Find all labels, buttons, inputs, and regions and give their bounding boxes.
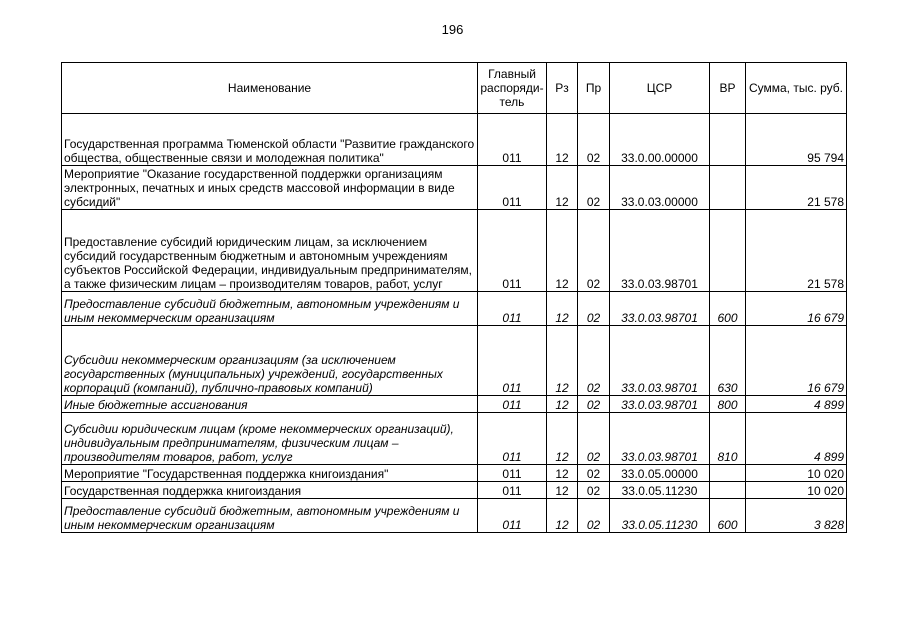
- table-row: [62, 166, 847, 210]
- row-name: Иные бюджетные ассигнования: [62, 396, 478, 413]
- row-section: 12: [547, 465, 578, 482]
- row-expense-type: [710, 482, 746, 499]
- row-target-article: 33.0.03.98701: [610, 396, 710, 413]
- col-header-chief-manager: Главный распоряди-тель: [478, 63, 547, 114]
- row-target-article: 33.0.05.00000: [610, 465, 710, 482]
- row-expense-type: [710, 114, 746, 166]
- row-amount: 3 828: [746, 499, 847, 533]
- row-subsection: 02: [578, 210, 610, 292]
- row-target-article: 33.0.03.00000: [610, 166, 710, 210]
- row-chief-manager: 011: [478, 413, 547, 465]
- table-row: [62, 326, 847, 396]
- row-target-article: 33.0.05.11230: [610, 499, 710, 533]
- row-subsection: 02: [578, 482, 610, 499]
- row-name: Мероприятие "Государственная поддержка книгоиздания": [62, 465, 478, 482]
- row-amount: 21 578: [746, 210, 847, 292]
- row-target-article: 33.0.03.98701: [610, 326, 710, 396]
- row-expense-type: 600: [710, 292, 746, 326]
- table-row: [62, 396, 847, 413]
- row-section: 12: [547, 396, 578, 413]
- row-target-article: 33.0.00.00000: [610, 114, 710, 166]
- row-subsection: 02: [578, 326, 610, 396]
- row-expense-type: 800: [710, 396, 746, 413]
- row-amount: 4 899: [746, 396, 847, 413]
- row-subsection: 02: [578, 499, 610, 533]
- row-amount: 10 020: [746, 465, 847, 482]
- row-section: 12: [547, 326, 578, 396]
- row-section: 12: [547, 292, 578, 326]
- row-name: Государственная программа Тюменской области "Развитие гражданского общества, общественные связи и молодежная политика": [62, 114, 478, 166]
- row-subsection: 02: [578, 114, 610, 166]
- row-name: Субсидии юридическим лицам (кроме некоммерческих организаций), индивидуальным предпринимателям, физическим лицам – производителям товаров, работ, услуг: [62, 413, 478, 465]
- row-subsection: 02: [578, 465, 610, 482]
- table-row: [62, 114, 847, 166]
- row-subsection: 02: [578, 413, 610, 465]
- row-section: 12: [547, 413, 578, 465]
- table-row: [62, 465, 847, 482]
- row-chief-manager: 011: [478, 482, 547, 499]
- header-row: [62, 63, 847, 114]
- row-amount: 10 020: [746, 482, 847, 499]
- row-name: Предоставление субсидий бюджетным, автономным учреждениям и иным некоммерческим организациям: [62, 499, 478, 533]
- row-chief-manager: 011: [478, 326, 547, 396]
- row-name: Государственная поддержка книгоиздания: [62, 482, 478, 499]
- row-target-article: 33.0.03.98701: [610, 210, 710, 292]
- row-name: Субсидии некоммерческим организациям (за исключением государственных (муниципальных) учреждений, государственных корпораций (компаний), публично-правовых компаний): [62, 326, 478, 396]
- row-expense-type: [710, 465, 746, 482]
- row-subsection: 02: [578, 292, 610, 326]
- col-header-name: Наименование: [62, 63, 478, 114]
- row-amount: 95 794: [746, 114, 847, 166]
- row-name: Предоставление субсидий бюджетным, автономным учреждениям и иным некоммерческим организациям: [62, 292, 478, 326]
- row-amount: 16 679: [746, 292, 847, 326]
- row-subsection: 02: [578, 396, 610, 413]
- row-name: Предоставление субсидий юридическим лицам, за исключением субсидий государственным бюджетным и автономным учреждениям субъектов Российской Федерации, индивидуальным предпринимателям, а также физическим лицам – производителям товаров, работ, услуг: [62, 210, 478, 292]
- row-chief-manager: 011: [478, 292, 547, 326]
- row-section: 12: [547, 114, 578, 166]
- col-header-section: Рз: [547, 63, 578, 114]
- row-target-article: 33.0.05.11230: [610, 482, 710, 499]
- col-header-target-article: ЦСР: [610, 63, 710, 114]
- row-section: 12: [547, 210, 578, 292]
- row-target-article: 33.0.03.98701: [610, 413, 710, 465]
- row-chief-manager: 011: [478, 499, 547, 533]
- row-amount: 16 679: [746, 326, 847, 396]
- table-row: [62, 499, 847, 533]
- table-row: [62, 413, 847, 465]
- row-subsection: 02: [578, 166, 610, 210]
- row-expense-type: [710, 166, 746, 210]
- row-chief-manager: 011: [478, 210, 547, 292]
- row-expense-type: 600: [710, 499, 746, 533]
- row-section: 12: [547, 166, 578, 210]
- row-amount: 4 899: [746, 413, 847, 465]
- row-expense-type: 810: [710, 413, 746, 465]
- row-name: Мероприятие "Оказание государственной поддержки организациям электронных, печатных и иных средств массовой информации в виде субсидий": [62, 166, 478, 210]
- row-chief-manager: 011: [478, 166, 547, 210]
- row-chief-manager: 011: [478, 465, 547, 482]
- row-expense-type: 630: [710, 326, 746, 396]
- table-row: [62, 482, 847, 499]
- row-section: 12: [547, 499, 578, 533]
- row-chief-manager: 011: [478, 396, 547, 413]
- table-row: [62, 210, 847, 292]
- row-expense-type: [710, 210, 746, 292]
- row-target-article: 33.0.03.98701: [610, 292, 710, 326]
- col-header-subsection: Пр: [578, 63, 610, 114]
- page-number: 196: [441, 22, 464, 37]
- row-section: 12: [547, 482, 578, 499]
- table-row: [62, 292, 847, 326]
- row-amount: 21 578: [746, 166, 847, 210]
- col-header-expense-type: ВР: [710, 63, 746, 114]
- row-chief-manager: 011: [478, 114, 547, 166]
- budget-table: [61, 62, 847, 533]
- col-header-amount: Сумма, тыс. руб.: [746, 63, 847, 114]
